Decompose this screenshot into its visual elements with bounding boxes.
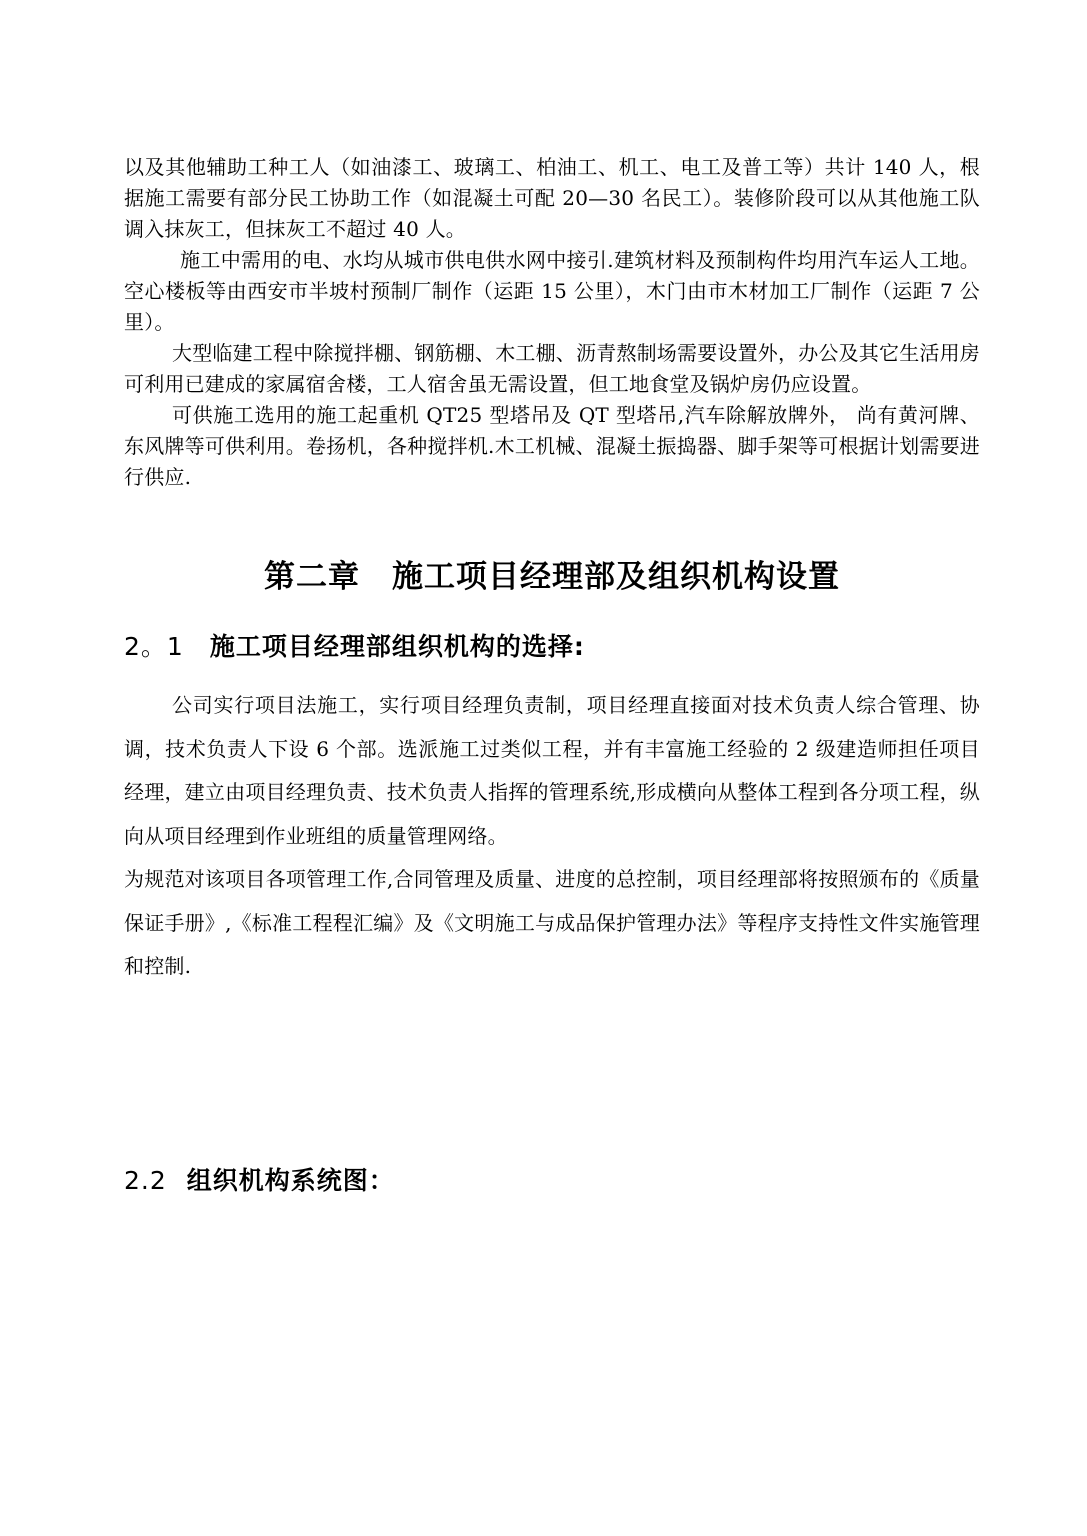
paragraph-workers: 以及其他辅助工种工人（如油漆工、玻璃工、柏油工、机工、电工及普工等）共计 140 人，根据施工需要有部分民工协助工作（如混凝土可配 20—30 名民工）。装修阶段可以从其他施工队调入抹灰工，但抹灰工不超过 40 人。 xyxy=(124,155,980,241)
section-title-text: 施工项目经理部组织机构的选择: xyxy=(209,632,585,661)
section-heading-2-1 xyxy=(124,630,585,664)
page-content xyxy=(124,152,980,1195)
section-heading-2-2 xyxy=(124,1164,395,1198)
section-number: 2.2 xyxy=(124,1166,167,1195)
paragraph-management-documents: 为规范对该项目各项管理工作,合同管理及质量、进度的总控制，项目经理部将按照颁布的《质量保证手册》,《标准工程程汇编》及《文明施工与成品保护管理办法》等程序支持性文件实施管理和控制. xyxy=(124,867,980,978)
paragraph-project-management: 公司实行项目法施工，实行项目经理负责制，项目经理直接面对技术负责人综合管理、协调，技术负责人下设 6 个部。选派施工过类似工程，并有丰富施工经验的 2 级建造师担任项目经理，建立由项目经理负责、技术负责人指挥的管理系统,形成横向从整体工程到各分项工程，纵向从项目经理到作业班组的质量管理网络。 xyxy=(124,693,980,848)
paragraph-machinery: 可供施工选用的施工起重机 QT25 型塔吊及 QT 型塔吊,汽车除解放牌外， 尚有黄河牌、东风牌等可供利用。卷扬机，各种搅拌机.木工机械、混凝土振捣器、脚手架等可根据计划需要进行供应. xyxy=(124,403,980,489)
paragraph-utilities: 施工中需用的电、水均从城市供电供水网中接引.建筑材料及预制构件均用汽车运人工地。空心楼板等由西安市半坡村预制厂制作（运距 15 公里），木门由市木材加工厂制作（运距 7 公里）。 xyxy=(124,248,980,334)
section-2-1-body xyxy=(124,684,980,989)
section-number: 2。1 xyxy=(124,632,184,661)
chapter-title: 第二章 施工项目经理部及组织机构设置 xyxy=(264,559,840,595)
intro-paragraphs xyxy=(124,152,980,493)
paragraph-temporary-facilities: 大型临建工程中除搅拌棚、钢筋棚、木工棚、沥青熬制场需要设置外，办公及其它生活用房可利用已建成的家属宿舍楼，工人宿舍虽无需设置，但工地食堂及锅炉房仍应设置。 xyxy=(124,341,980,396)
section-title-text: 组织机构系统图： xyxy=(186,1166,395,1195)
